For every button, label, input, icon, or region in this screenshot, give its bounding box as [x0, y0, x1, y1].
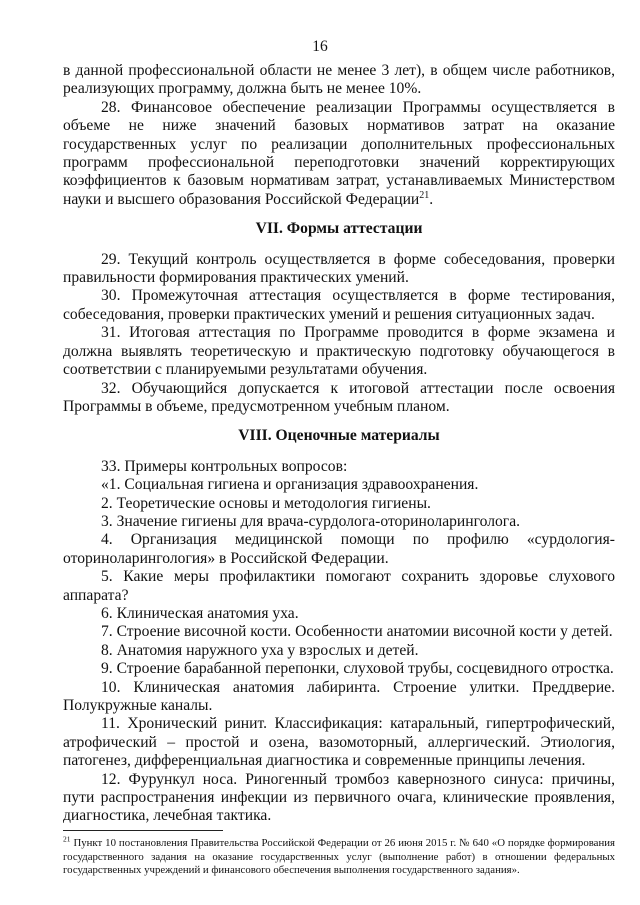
paragraph-31: 31. Итоговая аттестация по Программе проводится в форме экзамена и должна выявлять теоретическую и практическую подготовку обучающегося в соответствии с планируемыми результатами обучения. — [63, 324, 615, 379]
footnote-text: Пункт 10 постановления Правительства Российской Федерации от 26 июня 2015 г. № 640 «О порядке формирования государственного задания на оказание государственных услуг (выполнение работ) в отношении федеральных государственных учреждений и финансового обеспечения выполнения государственного задания». — [63, 837, 615, 877]
body-text — [63, 62, 615, 826]
footnote-divider — [63, 830, 223, 831]
question-6: 6. Клиническая анатомия уха. — [101, 604, 299, 622]
question-10: 10. Клиническая анатомия лабиринта. Строение улитки. Преддверие. Полукружные каналы. — [63, 678, 615, 714]
question-9: 9. Строение барабанной перепонки, слуховой трубы, сосцевидного отростка. — [101, 660, 614, 678]
question-2: 2. Теоретические основы и методология гигиены. — [101, 494, 431, 512]
paragraph-28 — [63, 99, 615, 209]
question-1: «1. Социальная гигиена и организация здравоохранения. — [101, 476, 479, 494]
section-heading-vii: VII. Формы аттестации — [255, 220, 423, 238]
footnote — [63, 834, 615, 878]
question-8: 8. Анатомия наружного уха у взрослых и детей. — [101, 641, 419, 659]
question-4: 4. Организация медицинской помощи по профилю «сурдология-оториноларингология» в Российской Федерации. — [63, 531, 615, 567]
page-number: 16 — [312, 38, 328, 55]
section-heading-viii: VIII. Оценочные материалы — [238, 427, 440, 445]
footnote-ref-21: 21 — [419, 189, 430, 201]
paragraph-intro: в данной профессиональной области не менее 3 лет), в общем числе работников, реализующих программу, должна быть не менее 10%. — [63, 62, 615, 98]
paragraph-33: 33. Примеры контрольных вопросов: — [101, 457, 348, 475]
paragraph-28-text: 28. Финансовое обеспечение реализации Программы осуществляется в объеме не ниже значений базовых нормативов затрат на оказание государственных услуг по реализации дополнительных профессиональных программ профессиональной переподготовки значений корректирующих коэффициентов к базовым нормативам затрат, устанавливаемых Министерством науки и высшего образования Российской Федерации — [63, 98, 615, 208]
footnote-21 — [63, 834, 615, 878]
footnote-marker: 21 — [63, 834, 71, 844]
paragraph-32: 32. Обучающийся допускается к итоговой аттестации после освоения Программы в объеме, предусмотренном учебным планом. — [63, 379, 615, 415]
question-7: 7. Строение височной кости. Особенности анатомии височной кости у детей. — [101, 623, 613, 641]
paragraph-29: 29. Текущий контроль осуществляется в форме собеседования, проверки правильности формирования практических умений. — [63, 250, 615, 287]
paragraph-30: 30. Промежуточная аттестация осуществляется в форме тестирования, собеседования, проверки практических умений и решения ситуационных задач. — [63, 287, 615, 323]
question-11: 11. Хронический ринит. Классификация: катаральный, гипертрофический, атрофический – простой и озена, вазомоторный, аллергический. Этиология, патогенез, дифференциальная диагностика и современные принципы лечения. — [63, 715, 615, 770]
question-5: 5. Какие меры профилактики помогают сохранить здоровье слухового аппарата? — [63, 568, 615, 604]
question-12: 12. Фурункул носа. Риногенный тромбоз кавернозного синуса: причины, пути распространения инфекции из первичного очага, клинические проявления, диагностика, лечебная тактика. — [63, 770, 615, 825]
question-3: 3. Значение гигиены для врача-сурдолога-оториноларинголога. — [101, 512, 521, 530]
paragraph-28-end: . — [429, 190, 434, 208]
